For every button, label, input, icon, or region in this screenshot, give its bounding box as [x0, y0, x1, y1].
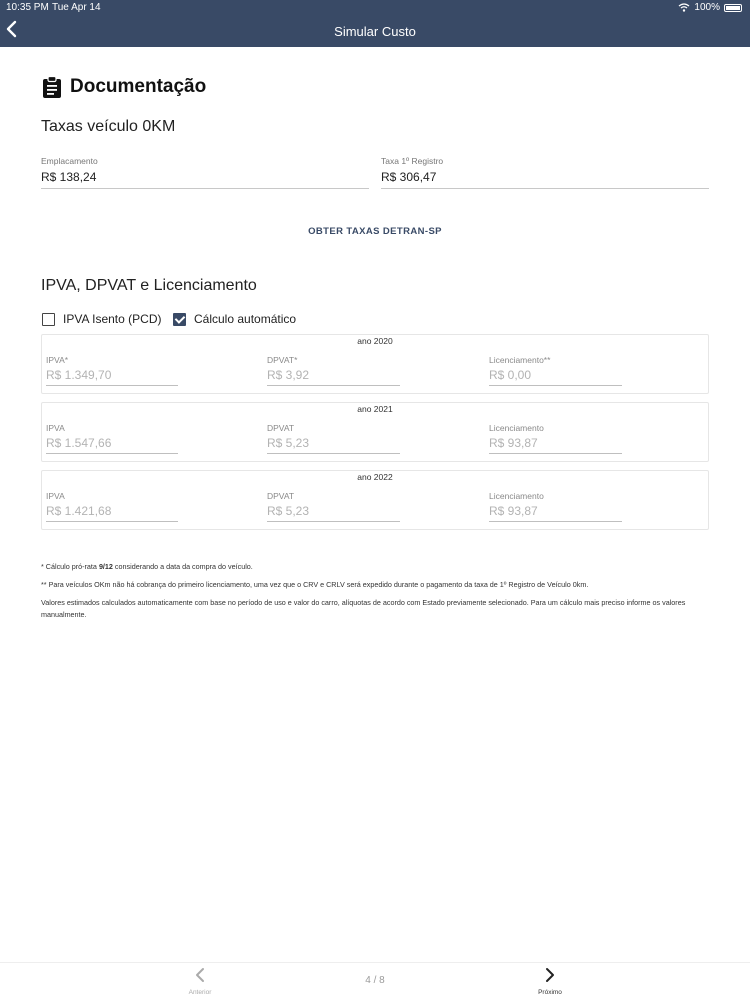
dpvat-label: DPVAT — [267, 491, 295, 501]
footer-nav — [0, 962, 750, 1000]
ipva-label: IPVA — [46, 423, 65, 433]
licenciamento-field[interactable] — [489, 423, 622, 454]
licenciamento-label: Licenciamento — [489, 491, 544, 501]
licenciamento-input[interactable]: R$ 93,87 — [489, 436, 622, 454]
previous-label: Anterior — [188, 989, 212, 996]
year-card-2021 — [41, 402, 709, 462]
ipva-field[interactable] — [46, 491, 178, 522]
auto-label: Cálculo automático — [194, 312, 297, 326]
dpvat-input[interactable]: R$ 3,92 — [267, 368, 400, 386]
page-indicator: 4 / 8 — [365, 975, 385, 986]
ipva-label: IPVA — [46, 491, 65, 501]
dpvat-input[interactable]: R$ 5,23 — [267, 436, 400, 454]
registro-label: Taxa 1º Registro — [381, 156, 444, 166]
emplacamento-label: Emplacamento — [41, 156, 98, 166]
emplacamento-input[interactable]: R$ 138,24 — [41, 170, 369, 189]
registro-field[interactable] — [381, 156, 709, 189]
note-licenciamento: ** Para veículos OKm não há cobrança do primeiro licenciamento, uma vez que o CRV e CRLV será expedido durante o pagamento da taxa de 1º Registro de Veículo 0km. — [41, 580, 589, 589]
taxas-heading: Taxas veículo 0KM — [41, 118, 176, 135]
licenciamento-field[interactable] — [489, 491, 622, 522]
dpvat-field[interactable] — [267, 491, 400, 522]
isento-checkbox-box[interactable] — [42, 313, 55, 326]
licenciamento-input[interactable]: R$ 93,87 — [489, 504, 622, 522]
licenciamento-label: Licenciamento** — [489, 355, 551, 365]
wifi-icon — [678, 3, 690, 12]
ipva-isento-checkbox[interactable] — [42, 312, 161, 326]
year-label: ano 2020 — [357, 336, 393, 346]
section-title: Documentação — [70, 76, 207, 97]
note-pro-rata — [41, 561, 701, 573]
clipboard-icon — [42, 76, 62, 98]
ipva-heading: IPVA, DPVAT e Licenciamento — [41, 277, 257, 294]
licenciamento-field[interactable] — [489, 355, 622, 386]
ipva-input[interactable]: R$ 1.349,70 — [46, 368, 178, 386]
year-card-2022 — [41, 470, 709, 530]
ipva-input[interactable]: R$ 1.547,66 — [46, 436, 178, 454]
next-button[interactable] — [520, 967, 580, 996]
dpvat-field[interactable] — [267, 423, 400, 454]
registro-input[interactable]: R$ 306,47 — [381, 170, 709, 189]
licenciamento-input[interactable]: R$ 0,00 — [489, 368, 622, 386]
ipva-input[interactable]: R$ 1.421,68 — [46, 504, 178, 522]
year-label: ano 2022 — [357, 472, 393, 482]
ipva-field[interactable] — [46, 355, 178, 386]
dpvat-label: DPVAT* — [267, 355, 298, 365]
battery-percent: 100% — [694, 2, 720, 13]
dpvat-input[interactable]: R$ 5,23 — [267, 504, 400, 522]
section-header — [42, 76, 206, 98]
auto-checkbox-box[interactable] — [173, 313, 186, 326]
dpvat-label: DPVAT — [267, 423, 295, 433]
page-title: Simular Custo — [334, 24, 416, 39]
isento-label: IPVA Isento (PCD) — [63, 312, 162, 326]
next-label: Próximo — [538, 989, 562, 996]
dpvat-field[interactable] — [267, 355, 400, 386]
year-card-2020 — [41, 334, 709, 394]
licenciamento-label: Licenciamento — [489, 423, 544, 433]
note1-text-end: considerando a data da compra do veículo. — [112, 562, 253, 571]
obter-taxas-button[interactable]: OBTER TAXAS DETRAN-SP — [308, 226, 442, 237]
nav-bar — [0, 0, 750, 47]
status-date: Tue Apr 14 — [52, 2, 101, 13]
note1-text: * Cálculo pró-rata — [41, 562, 99, 571]
ipva-field[interactable] — [46, 423, 178, 454]
emplacamento-field[interactable] — [41, 156, 369, 189]
chevron-right-icon — [544, 967, 556, 983]
status-indicators — [678, 2, 742, 13]
status-time: 10:35 PM — [6, 2, 49, 13]
note-valores: Valores estimados calculados automaticamente com base no período de uso e valor do carro, alíquotas de acordo com Estado previamente selecionado. Para um cálculo mais preciso informe os valores manualmente. — [41, 598, 686, 619]
year-label: ano 2021 — [357, 404, 393, 414]
calculo-automatico-checkbox[interactable] — [173, 312, 296, 326]
note1-bold: 9/12 — [98, 562, 113, 571]
battery-icon — [724, 4, 742, 12]
ipva-label: IPVA* — [46, 355, 69, 365]
